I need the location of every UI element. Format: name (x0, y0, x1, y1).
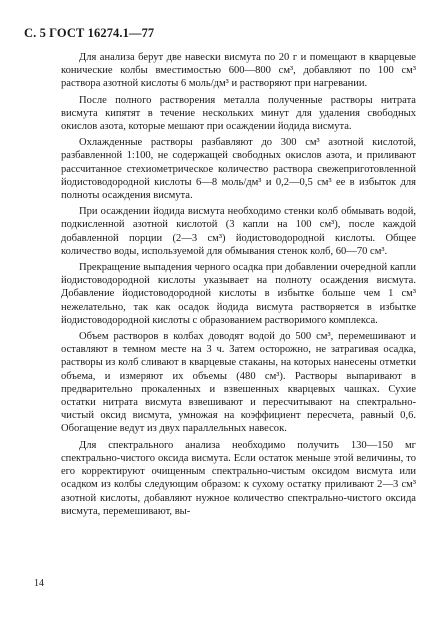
page-number: 14 (34, 578, 44, 589)
body-text (61, 51, 416, 521)
paragraph: Прекращение выпадения черного осадка при добавлении очередной капли йодистоводородной кислоты указывает на полноту осаждения висмута. Добавление йодистоводородной кислоты в избытке больше чем 1 см³ нежелательно, так как осадок йодида висмута растворяется в избытке йодистоводородной кислоты с образованием растворимого комплекса. (61, 262, 416, 326)
paragraph: Охлажденные растворы разбавляют до 300 см³ азотной кислотой, разбавленной 1:100, не содержащей свободных окислов азота, и приливают рассчитанное стехиометрическое количество раствора свежеприготовленной йодистоводородной кислоты 6—8 моль/дм³ и 0,2—0,5 см³ ее в избыток для полноты осаждения висмута. (61, 137, 416, 202)
paragraph: После полного растворения металла полученные растворы нитрата висмута кипятят в течение нескольких минут для удаления свободных окислов азота, которые мешают при осаждении йодида висмута. (61, 94, 416, 133)
paragraph: Для анализа берут две навески висмута по 20 г и помещают в кварцевые конические колбы вместимостью 600—800 см³, добавляют по 100 см³ раствора азотной кислоты 6 моль/дм³ и растворяют при нагревании. (61, 52, 416, 90)
paragraph: Объем растворов в колбах доводят водой до 500 см³, перемешивают и оставляют в темном месте на 3 ч. Затем осторожно, не затрагивая осадка, растворы из колб сливают в кварцевые стаканы, на которых нанесены отметки объема, и измеряют их объемы (480 см³). Растворы выпаривают в предварительно прокаленных и взвешенных кварцевых чашках. Сухие остатки нитрата висмута взвешивают и пересчитывают на спектрально-чистый оксид висмута, умножая на коэффициент пересчета, равный 0,6. Обогащение ведут из двух параллельных навесок. (61, 331, 416, 435)
running-header: С. 5 ГОСТ 16274.1—77 (24, 26, 155, 40)
paragraph: При осаждении йодида висмута необходимо стенки колб обмывать водой, подкисленной азотной кислотой (3 капли на 100 см³), после каждой добавленной порции (2—3 см³) йодистоводородной кислоты. Общее количество воды, используемой для обмывания стенок колб, 60—70 см³. (61, 206, 416, 257)
paragraph: Для спектрального анализа необходимо получить 130—150 мг спектрально-чистого оксида висмута. Если остаток меньше этой величины, то его корректируют очищенным спектрально-чистым оксидом висмута или осадком из колбы следующим образом: к сухому остатку приливают 2—3 см³ азотной кислоты, добавляют нужное количество спектрально-чистого оксида висмута, перемешивают, вы- (61, 439, 416, 517)
